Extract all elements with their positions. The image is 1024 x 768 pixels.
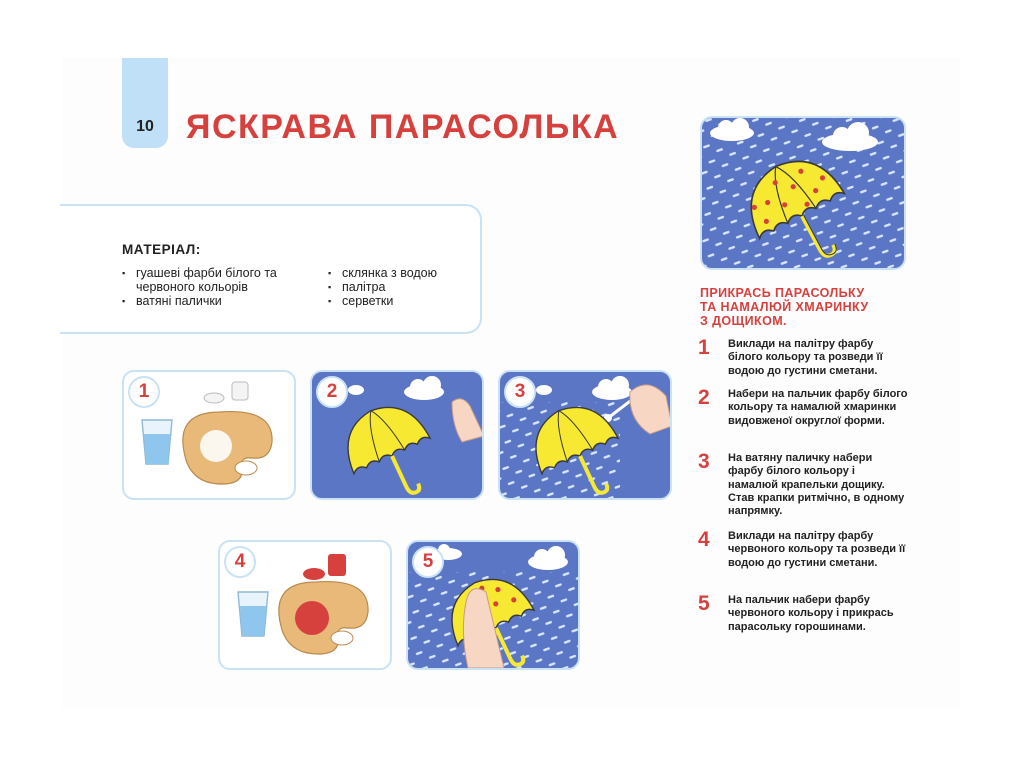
cloud-icon — [404, 376, 444, 400]
step-panel-4 — [218, 540, 392, 670]
water-glass-icon — [238, 592, 268, 636]
step-badge: 5 — [412, 546, 444, 578]
page-number: 10 — [136, 118, 154, 135]
materials-list-1 — [122, 266, 322, 308]
cloud-icon — [348, 385, 364, 395]
water-glass-icon — [142, 420, 172, 464]
materials-box — [60, 204, 482, 334]
palette-icon — [183, 412, 272, 484]
step-badge: 3 — [504, 376, 536, 408]
step-text: Виклади на палітру фарбу червоного кольору та розведи її водою до густини сметани. — [728, 530, 906, 569]
step-number: 2 — [698, 386, 710, 409]
instructions-title-line: З ДОЩИКОМ. — [700, 314, 787, 328]
step-badge: 4 — [224, 546, 256, 578]
step-text: Набери на пальчик фарбу білого кольору та намалюй хмаринки видовженої округлої форми. — [728, 388, 908, 427]
step-panel-1 — [122, 370, 296, 500]
cloud-icon — [592, 376, 632, 400]
cloud-icon — [528, 546, 568, 570]
material-item: ▪ палітра — [328, 280, 478, 294]
step-panel-3 — [498, 370, 672, 500]
umbrella-icon — [333, 393, 448, 498]
instructions-title-line: ТА НАМАЛЮЙ ХМАРИНКУ — [700, 300, 869, 314]
material-item: ▪ склянка з водою — [328, 266, 478, 280]
step-text: На пальчик набери фарбу червоного кольору і прикрась парасольку горошинами. — [728, 594, 894, 633]
material-item: ▪ ватяні палички — [122, 294, 322, 308]
step-badge: 2 — [316, 376, 348, 408]
instructions-title — [700, 286, 869, 328]
page-title: ЯСКРАВА ПАРАСОЛЬКА — [186, 108, 620, 146]
material-item: ▪ гуашеві фарби білого та червоного кольорів — [122, 266, 296, 294]
palette-icon — [279, 582, 368, 654]
step-number: 4 — [698, 528, 710, 551]
cloud-icon — [536, 385, 552, 395]
finished-umbrella-illustration — [700, 116, 906, 270]
step-text: На ватяну паличку набери фарбу білого кольору і намалюй крапельки дощику. Став крапки ритмічно, в одному напрямку. — [728, 452, 905, 518]
instructions-title-line: ПРИКРАСЬ ПАРАСОЛЬКУ — [700, 286, 865, 300]
step-panel-2 — [310, 370, 484, 500]
material-item: ▪ серветки — [328, 294, 478, 308]
finger-icon — [452, 399, 482, 442]
step-text: Виклади на палітру фарбу білого кольору та розведи її водою до густини сметани. — [728, 338, 883, 377]
materials-heading: МАТЕРІАЛ: — [122, 242, 201, 257]
paint-jar-icon — [303, 554, 346, 580]
step-number: 5 — [698, 592, 710, 615]
step-panel-5 — [406, 540, 580, 670]
paint-jar-icon — [204, 382, 248, 403]
materials-list-2 — [328, 266, 478, 308]
step-number: 3 — [698, 450, 710, 473]
step-number: 1 — [698, 336, 710, 359]
step-badge: 1 — [128, 376, 160, 408]
